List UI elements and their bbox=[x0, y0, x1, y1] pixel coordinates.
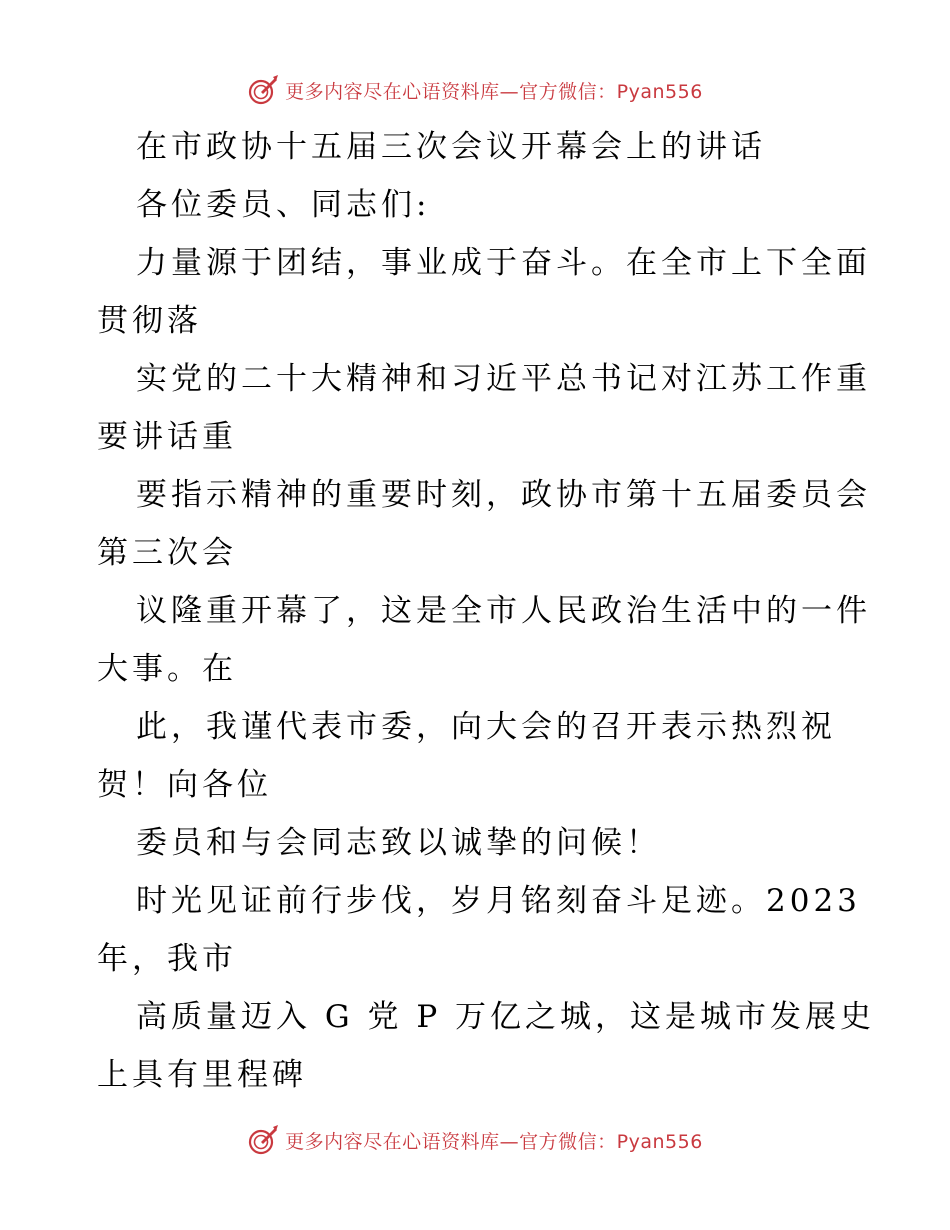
quill-logo-icon bbox=[247, 1124, 279, 1156]
paragraph-line: 实党的二十大精神和习近平总书记对江苏工作重 bbox=[136, 361, 871, 397]
paragraph-line: 第三次会 bbox=[97, 535, 237, 571]
quill-logo-icon bbox=[247, 74, 279, 106]
document-title: 在市政协十五届三次会议开幕会上的讲话 bbox=[136, 129, 766, 165]
paragraph-line: 要讲话重 bbox=[97, 419, 237, 455]
paragraph-line: 上具有里程碑 bbox=[97, 1057, 307, 1093]
paragraph-line: 议隆重开幕了，这是全市人民政治生活中的一件 bbox=[136, 593, 871, 629]
watermark-header bbox=[0, 70, 950, 110]
paragraph-line: 大事。在 bbox=[97, 651, 237, 687]
greeting: 各位委员、同志们: bbox=[136, 187, 431, 223]
paragraph-line: 力量源于团结，事业成于奋斗。在全市上下全面 bbox=[136, 245, 871, 281]
paragraph-line: 要指示精神的重要时刻，政协市第十五届委员会 bbox=[136, 477, 871, 513]
paragraph-line: 时光见证前行步伐，岁月铭刻奋斗足迹。2023 bbox=[136, 883, 861, 919]
paragraph-line: 年，我市 bbox=[97, 941, 237, 977]
paragraph-line: 贯彻落 bbox=[97, 303, 202, 339]
watermark-text: 更多内容尽在心语资料库—官方微信：Pyan556 bbox=[285, 80, 703, 103]
watermark-text: 更多内容尽在心语资料库—官方微信：Pyan556 bbox=[285, 1130, 703, 1153]
watermark-footer bbox=[0, 1120, 950, 1160]
paragraph-line: 此，我谨代表市委，向大会的召开表示热烈祝 bbox=[136, 709, 836, 745]
paragraph-line: 委员和与会同志致以诚挚的问候！ bbox=[136, 825, 661, 861]
paragraph-line: 贺！向各位 bbox=[97, 767, 272, 803]
paragraph-line: 高质量迈入 G 党 P 万亿之城，这是城市发展史 bbox=[136, 999, 876, 1035]
